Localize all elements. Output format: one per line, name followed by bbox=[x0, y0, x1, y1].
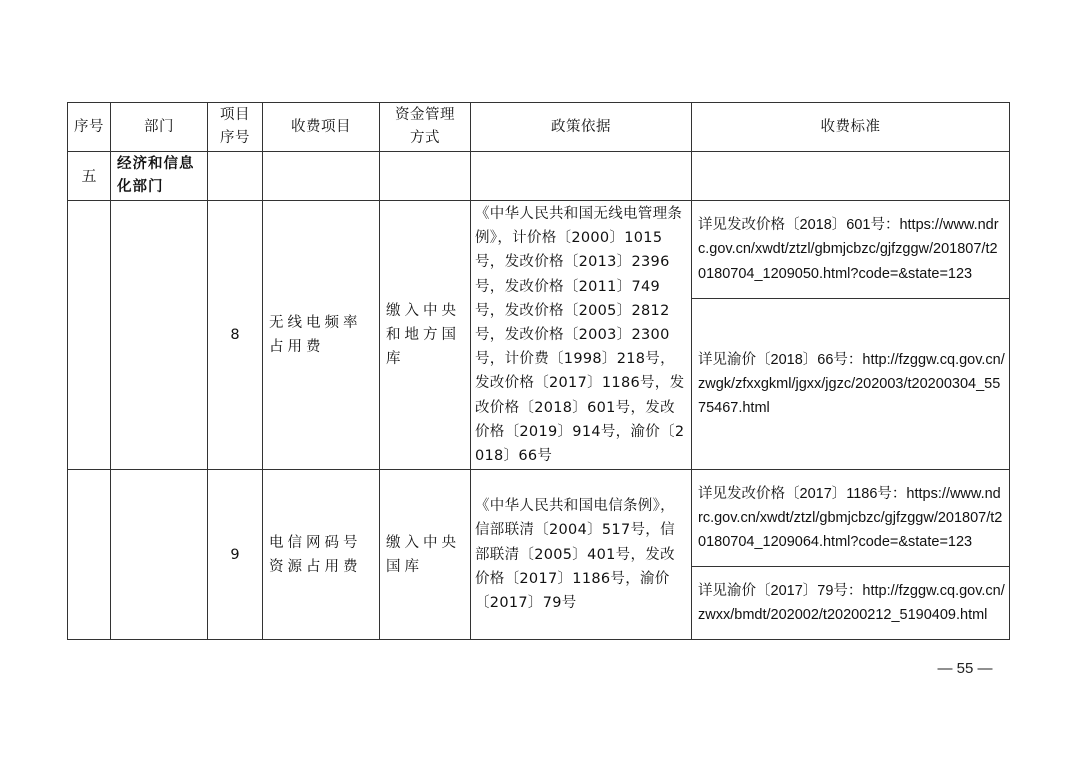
empty-cell bbox=[692, 152, 1010, 201]
category-name: 经济和信息化部门 bbox=[111, 152, 208, 201]
header-seq: 序号 bbox=[68, 103, 111, 152]
header-fee-item: 收费项目 bbox=[263, 103, 380, 152]
empty-cell bbox=[208, 152, 263, 201]
policy-basis: 《中华人民共和国电信条例》，信部联清〔2004〕517号，信部联清〔2005〕401号，发改价格〔2017〕1186号，渝价〔2017〕79号 bbox=[471, 470, 692, 640]
empty-cell bbox=[471, 152, 692, 201]
category-row bbox=[68, 152, 1010, 201]
fee-standard-local: 详见渝价〔2017〕79号：http://fzggw.cq.gov.cn/zwxx/bmdt/202002/t20200212_5190409.html bbox=[692, 567, 1010, 640]
empty-cell bbox=[68, 470, 111, 640]
item-seq: 9 bbox=[208, 470, 263, 640]
fee-table bbox=[67, 102, 1010, 640]
table-row bbox=[68, 470, 1010, 567]
fee-item-name: 无线电频率占用费 bbox=[263, 201, 380, 470]
empty-cell bbox=[68, 201, 111, 470]
fee-standard-national: 详见发改价格〔2017〕1186号：https://www.ndrc.gov.cn/xwdt/ztzl/gbmjcbzc/gjfzggw/201807/t20180704_1209064.html?code=&state=123 bbox=[692, 470, 1010, 567]
page-number: — 55 — bbox=[937, 660, 993, 677]
header-policy: 政策依据 bbox=[471, 103, 692, 152]
empty-cell bbox=[111, 201, 208, 470]
empty-cell bbox=[111, 470, 208, 640]
header-standard: 收费标准 bbox=[692, 103, 1010, 152]
empty-cell bbox=[263, 152, 380, 201]
table-row bbox=[68, 201, 1010, 299]
header-fund-mgmt: 资金管理方式 bbox=[380, 103, 471, 152]
fee-item-name: 电信网码号资源占用费 bbox=[263, 470, 380, 640]
empty-cell bbox=[380, 152, 471, 201]
table-header-row bbox=[68, 103, 1010, 152]
header-item-seq: 项目序号 bbox=[208, 103, 263, 152]
item-seq: 8 bbox=[208, 201, 263, 470]
header-dept: 部门 bbox=[111, 103, 208, 152]
fee-standard-national: 详见发改价格〔2018〕601号：https://www.ndrc.gov.cn/xwdt/ztzl/gbmjcbzc/gjfzggw/201807/t20180704_1209050.html?code=&state=123 bbox=[692, 201, 1010, 299]
fund-mgmt: 缴入中央和地方国库 bbox=[380, 201, 471, 470]
fee-standard-local: 详见渝价〔2018〕66号：http://fzggw.cq.gov.cn/zwgk/zfxxgkml/jgxx/jgzc/202003/t20200304_5575467.html bbox=[692, 298, 1010, 469]
fund-mgmt: 缴入中央国库 bbox=[380, 470, 471, 640]
policy-basis: 《中华人民共和国无线电管理条例》，计价格〔2000〕1015号，发改价格〔2013〕2396号，发改价格〔2011〕749号，发改价格〔2005〕2812号，发改价格〔2003〕2300号，计价费〔1998〕218号，发改价格〔2017〕1186号，发改价格〔2018〕601号，发改价格〔2019〕914号，渝价〔2018〕66号 bbox=[471, 201, 692, 470]
category-number: 五 bbox=[68, 152, 111, 201]
